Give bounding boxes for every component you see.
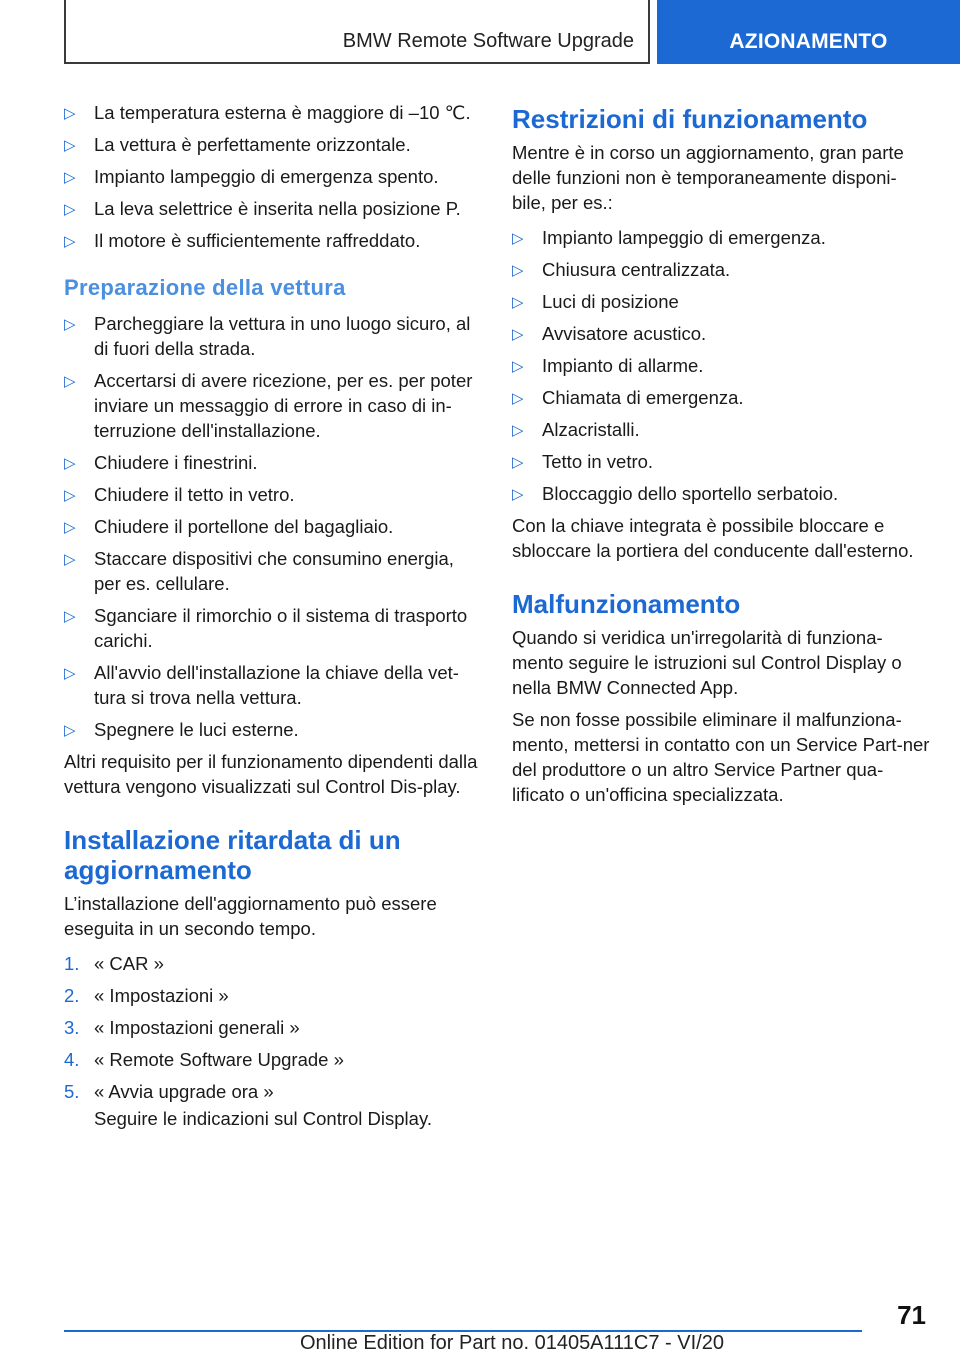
header-title: BMW Remote Software Upgrade [342, 30, 634, 52]
triangle-bullet-icon: ▷ [64, 201, 76, 218]
triangle-bullet-icon: ▷ [64, 373, 76, 390]
list-item: ▷ Il motore è sufficientemente raffreddato. [64, 228, 482, 253]
list-item: ▷ Chiudere il portellone del bagagliaio. [64, 514, 482, 539]
right-column [512, 100, 930, 814]
list-item: ▷ Bloccaggio dello sportello serbatoio. [512, 481, 930, 506]
triangle-bullet-icon: ▷ [64, 551, 76, 568]
conditions-list [64, 100, 482, 253]
list-item: ▷ Accertarsi di avere ricezione, per es. per poter inviare un messaggio di errore in caso di in-terruzione dell'installazione. [64, 370, 473, 441]
list-item: ▷ Impianto lampeggio di emergenza. [512, 225, 930, 250]
triangle-bullet-icon: ▷ [64, 105, 76, 122]
list-item: ▷ Chiudere i finestrini. [64, 450, 482, 475]
triangle-bullet-icon: ▷ [64, 665, 76, 682]
list-item: ▷ Chiamata di emergenza. [512, 385, 930, 410]
triangle-bullet-icon: ▷ [64, 233, 76, 250]
triangle-bullet-icon: ▷ [64, 455, 76, 472]
triangle-bullet-icon: ▷ [512, 390, 524, 407]
malf-paragraph-1: Quando si veridica un'irregolarità di funziona-mento seguire le istruzioni sul Control Display o nella BMW Connected App. [512, 627, 902, 698]
triangle-bullet-icon: ▷ [64, 519, 76, 536]
restrict-list [512, 225, 930, 506]
left-column [64, 100, 482, 1131]
footer-edition: Online Edition for Part no. 01405A111C7 - VI/20 [300, 1332, 724, 1354]
list-item: ▷ La vettura è perfettamente orizzontale. [64, 132, 482, 157]
prep-list [64, 311, 482, 742]
list-item: ▷ Spegnere le luci esterne. [64, 717, 482, 742]
restrict-heading: Restrizioni di funzionamento [512, 104, 868, 134]
prep-note: Altri requisito per il funzionamento dipendenti dalla vettura vengono visualizzati sul Control Dis-play. [64, 751, 478, 797]
list-item: ▷ Tetto in vetro. [512, 449, 930, 474]
triangle-bullet-icon: ▷ [512, 486, 524, 503]
restrict-note: Con la chiave integrata è possibile bloccare e sbloccare la portiera del conducente dall'esterno. [512, 515, 914, 561]
list-item: ▷ Parcheggiare la vettura in uno luogo sicuro, al di fuori della strada. [64, 313, 471, 359]
page-header [0, 0, 960, 66]
step-item: 2. « Impostazioni » [64, 985, 229, 1006]
header-section-label: AZIONAMENTO [729, 30, 888, 53]
triangle-bullet-icon: ▷ [512, 422, 524, 439]
list-item: ▷ Alzacristalli. [512, 417, 930, 442]
delay-heading: Installazione ritardata di un aggiornamento [64, 825, 401, 885]
triangle-bullet-icon: ▷ [512, 294, 524, 311]
steps-list [64, 951, 482, 1131]
triangle-bullet-icon: ▷ [512, 230, 524, 247]
triangle-bullet-icon: ▷ [512, 454, 524, 471]
step-item: 1. « CAR » [64, 953, 164, 974]
triangle-bullet-icon: ▷ [64, 722, 76, 739]
list-item: ▷ All'avvio dell'installazione la chiave della vet-tura si trova nella vettura. [64, 662, 459, 708]
header-title-box [64, 0, 650, 64]
step-item: 5. « Avvia upgrade ora » [64, 1081, 274, 1102]
malf-heading: Malfunzionamento [512, 589, 741, 619]
triangle-bullet-icon: ▷ [64, 608, 76, 625]
list-item: ▷ Sganciare il rimorchio o il sistema di trasporto carichi. [64, 605, 468, 651]
delay-intro: L’installazione dell'aggiornamento può essere eseguita in un secondo tempo. [64, 893, 437, 939]
step-item: 4. « Remote Software Upgrade » [64, 1049, 344, 1070]
list-item: ▷ La leva selettrice è inserita nella posizione P. [64, 196, 482, 221]
triangle-bullet-icon: ▷ [512, 358, 524, 375]
list-item: ▷ Impianto di allarme. [512, 353, 930, 378]
list-item: ▷ Chiudere il tetto in vetro. [64, 482, 482, 507]
header-section-box [657, 0, 960, 64]
triangle-bullet-icon: ▷ [64, 137, 76, 154]
triangle-bullet-icon: ▷ [512, 262, 524, 279]
list-item: ▷ La temperatura esterna è maggiore di ‒10 ℃. [64, 100, 482, 125]
restrict-intro: Mentre è in corso un aggiornamento, gran parte delle funzioni non è temporaneamente disponi-bile, per es.: [512, 142, 904, 213]
list-item: ▷ Chiusura centralizzata. [512, 257, 930, 282]
malf-paragraph-2: Se non fosse possibile eliminare il malfunziona-mento, mettersi in contatto con un Service Part-ner del produttore o un altro Service Partner qua-lificato o un'officina specializzata. [512, 709, 930, 805]
triangle-bullet-icon: ▷ [64, 316, 76, 333]
list-item: ▷ Staccare dispositivi che consumino energia, per es. cellulare. [64, 548, 454, 594]
triangle-bullet-icon: ▷ [512, 326, 524, 343]
step-item: 3. « Impostazioni generali » [64, 1017, 300, 1038]
list-item: ▷ Impianto lampeggio di emergenza spento. [64, 164, 482, 189]
list-item: ▷ Luci di posizione [512, 289, 930, 314]
triangle-bullet-icon: ▷ [64, 169, 76, 186]
steps-note: Seguire le indicazioni sul Control Display. [94, 1108, 432, 1129]
list-item: ▷ Avvisatore acustico. [512, 321, 930, 346]
page-number: 71 [897, 1300, 926, 1330]
prep-heading: Preparazione della vettura [64, 275, 346, 300]
triangle-bullet-icon: ▷ [64, 487, 76, 504]
